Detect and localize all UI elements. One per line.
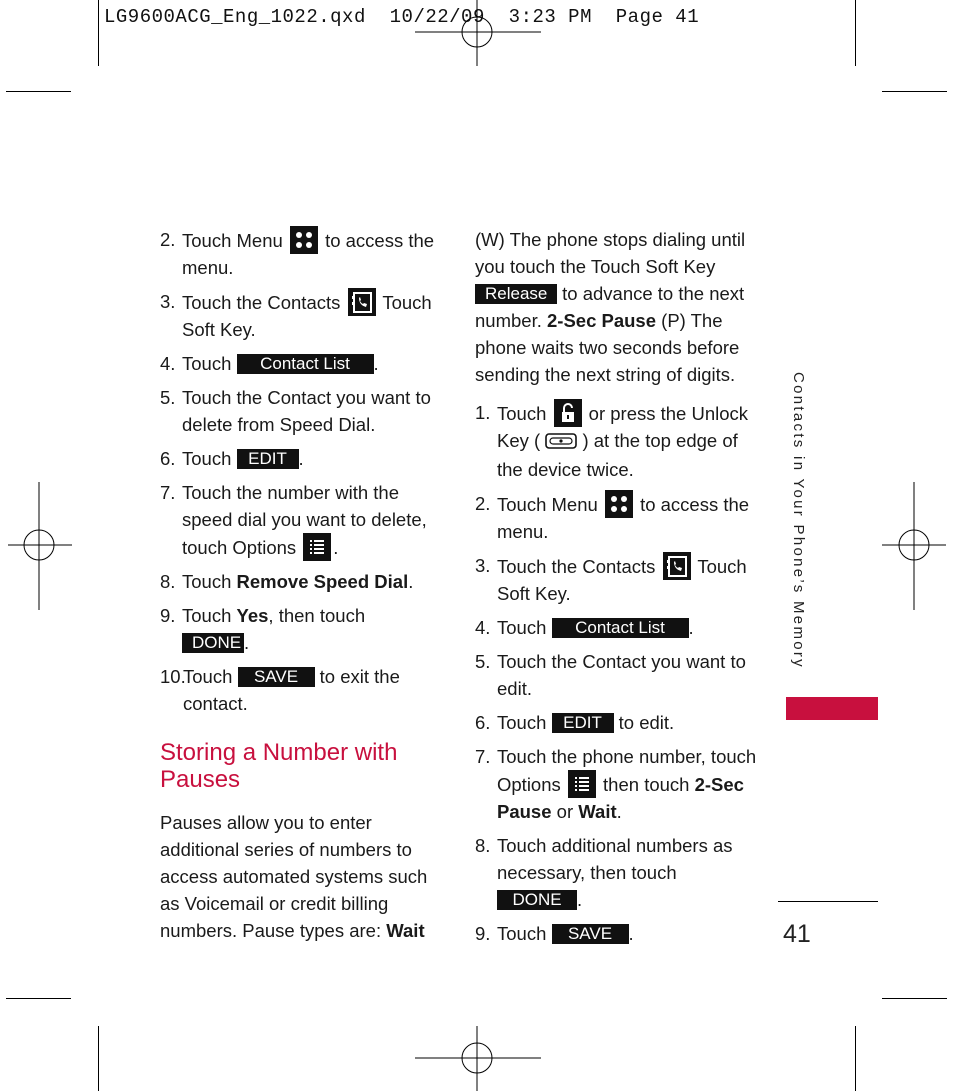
- edit-step-4: 4. Touch Contact List .: [475, 617, 694, 638]
- edit-step-5: 5. Touch the Contact you want to edit.: [475, 651, 746, 699]
- edit-key: EDIT: [552, 713, 614, 733]
- edit-step-6: 6. Touch EDIT to edit.: [475, 712, 675, 733]
- registration-mark-icon: [8, 482, 72, 610]
- step-4: 4. Touch Contact List .: [160, 353, 379, 374]
- crop-mark: [855, 1026, 856, 1091]
- options-list-icon: [568, 770, 596, 798]
- contacts-icon: [348, 288, 376, 316]
- contact-list-key: Contact List: [552, 618, 689, 638]
- edit-step-9: 9. Touch SAVE .: [475, 923, 634, 944]
- pause-description: Pauses allow you to enter additional series of numbers to access automated systems such as Voicemail or credit billing numbers. Pause types are: Wait: [160, 812, 428, 941]
- options-list-icon: [303, 533, 331, 561]
- registration-mark-icon: [415, 0, 541, 66]
- right-column: [475, 226, 760, 954]
- crop-mark: [882, 91, 947, 92]
- crop-mark: [98, 0, 99, 66]
- crop-mark: [882, 998, 947, 999]
- pause-types-intro: (W) The phone stops dialing until you touch the Touch Soft Key Release to advance to the next number. 2-Sec Pause (P) The phone waits two seconds before sending the next string of digits.: [475, 229, 746, 385]
- step-10: 10. Touch SAVE to exit the contact.: [160, 666, 400, 714]
- page-number-rule: [778, 901, 878, 902]
- contacts-icon: [663, 552, 691, 580]
- chapter-tab: [786, 697, 878, 720]
- edit-step-7: 7. Touch the phone number, touch Options then touch 2-Sec Pause or Wait.: [475, 746, 757, 822]
- save-key: SAVE: [552, 924, 629, 944]
- registration-mark-icon: [882, 482, 946, 610]
- left-column: [160, 226, 445, 944]
- step-9: 9. Touch Yes, then touch DONE .: [160, 605, 366, 653]
- crop-mark: [6, 91, 71, 92]
- section-heading: Storing a Number with Pauses: [160, 739, 398, 793]
- edit-key: EDIT: [237, 449, 299, 469]
- crop-mark: [855, 0, 856, 66]
- step-6: 6. Touch EDIT .: [160, 448, 304, 469]
- contact-list-key: Contact List: [237, 354, 374, 374]
- step-2: 2. Touch Menu to access the menu.: [160, 226, 445, 281]
- chapter-sidebar-label: Contacts in Your Phone’s Memory: [790, 372, 807, 669]
- step-3: 3. Touch the Contacts Touch Soft Key.: [160, 288, 445, 343]
- step-5: 5. Touch the Contact you want to delete from Speed Dial.: [160, 387, 431, 435]
- registration-mark-icon: [415, 1026, 541, 1091]
- done-key: DONE: [182, 633, 244, 653]
- edit-step-2: 2. Touch Menu to access the menu.: [475, 490, 760, 545]
- edit-step-8: 8. Touch additional numbers as necessary, then touch DONE .: [475, 835, 733, 910]
- lock-icon: [554, 399, 582, 427]
- done-key: DONE: [497, 890, 577, 910]
- menu-grid-icon: [605, 490, 633, 518]
- menu-grid-icon: [290, 226, 318, 254]
- step-7: 7. Touch the number with the speed dial you want to delete, touch Options .: [160, 479, 445, 561]
- step-8: 8. Touch Remove Speed Dial.: [160, 571, 414, 592]
- save-key: SAVE: [238, 667, 315, 687]
- printer-slug: LG9600ACG_Eng_1022.qxd 10/22/09 3:23 PM Page 41: [104, 6, 700, 28]
- edit-step-3: 3. Touch the Contacts Touch Soft Key.: [475, 552, 760, 607]
- crop-mark: [6, 998, 71, 999]
- crop-mark: [98, 1026, 99, 1091]
- page-number: 41: [783, 920, 811, 948]
- edit-step-1: 1. Touch or press the Unlock Key ( ) at the top edge of the device twice.: [475, 399, 760, 483]
- release-key: Release: [475, 284, 557, 304]
- unlock-key-icon: [545, 429, 577, 456]
